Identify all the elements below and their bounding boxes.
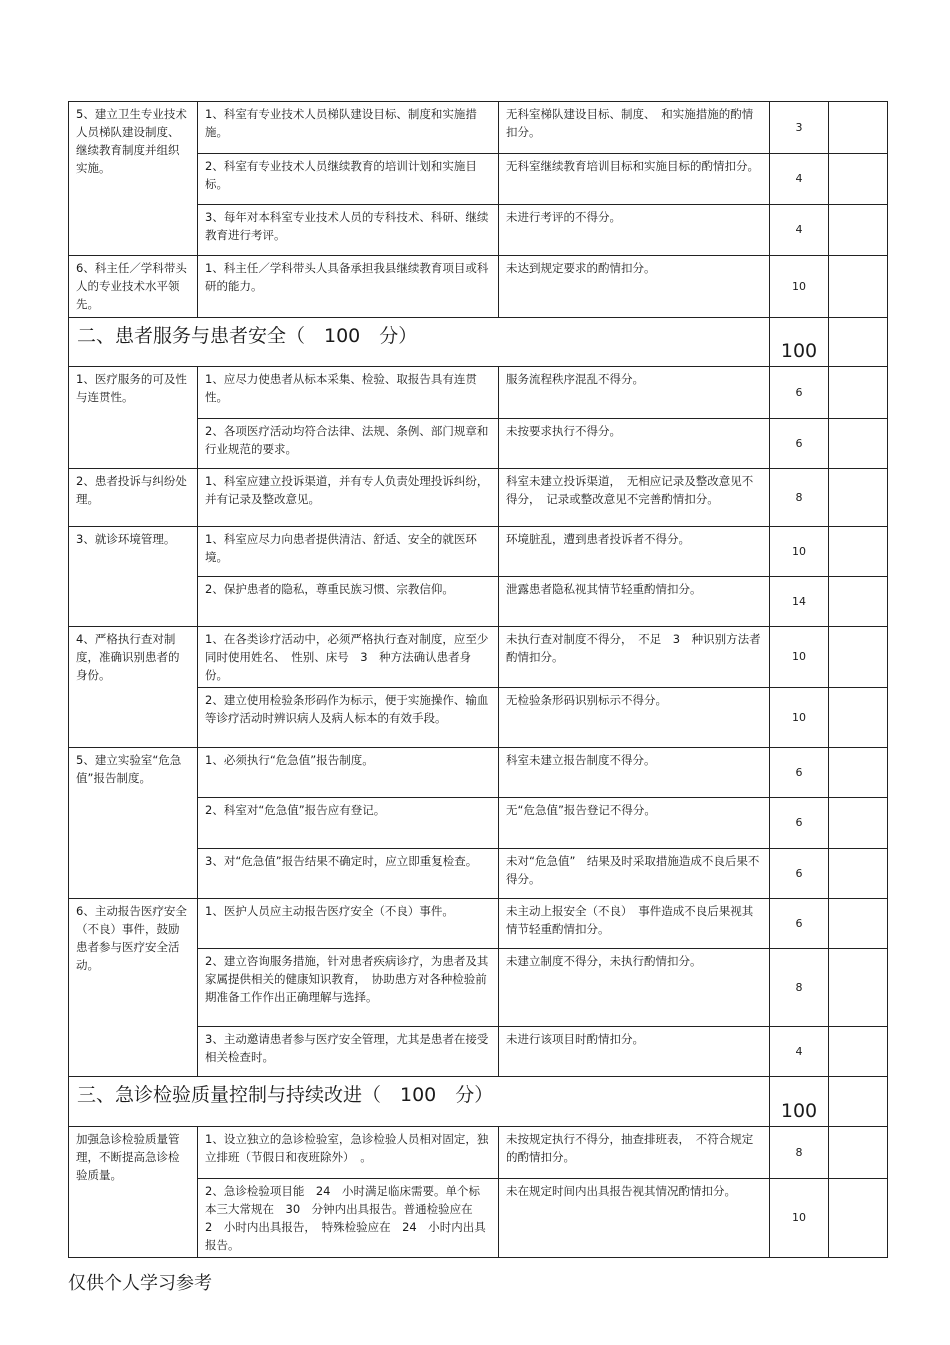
standard-cell: 1、科室应尽力向患者提供清洁、舒适、安全的就医环境。 (198, 527, 499, 577)
deduction-cell: 未进行考评的不得分。 (499, 205, 770, 256)
section-title: 三、急诊检验质量控制与持续改进（ 100 分） (69, 1077, 770, 1127)
table-row (69, 748, 888, 798)
section-header-row (69, 318, 888, 367)
score-cell: 8 (770, 469, 829, 527)
blank-cell (829, 419, 888, 469)
score-cell: 10 (770, 1179, 829, 1258)
blank-cell (829, 1127, 888, 1179)
standard-cell: 1、在各类诊疗活动中，必须严格执行查对制度，应至少同时使用姓名、 性别、床号 3 种方法确认患者身份。 (198, 627, 499, 688)
score-cell: 3 (770, 102, 829, 154)
table-row (69, 469, 888, 527)
section-header-row (69, 1077, 888, 1127)
score-cell: 4 (770, 154, 829, 205)
blank-cell (829, 899, 888, 949)
evaluation-item: 4、严格执行查对制度，准确识别患者的身份。 (69, 627, 198, 748)
blank-cell (829, 949, 888, 1027)
blank-cell (829, 256, 888, 318)
score-cell: 14 (770, 577, 829, 627)
score-cell: 6 (770, 367, 829, 419)
standard-cell: 1、科室应建立投诉渠道，并有专人负责处理投诉纠纷，并有记录及整改意见。 (198, 469, 499, 527)
blank-cell (829, 102, 888, 154)
score-cell: 10 (770, 688, 829, 748)
footer-note: 仅供个人学习参考 (68, 1273, 212, 1294)
score-cell: 8 (770, 949, 829, 1027)
standard-cell: 2、各项医疗活动均符合法律、法规、条例、部门规章和行业规范的要求。 (198, 419, 499, 469)
score-cell: 6 (770, 899, 829, 949)
blank-cell (829, 367, 888, 419)
table-body-section2 (69, 318, 888, 1077)
score-cell: 6 (770, 419, 829, 469)
standard-cell: 2、建立咨询服务措施，针对患者疾病诊疗，为患者及其家属提供相关的健康知识教育， 协助患方对各种检验前期准备工作作出正确理解与选择。 (198, 949, 499, 1027)
deduction-cell: 服务流程秩序混乱不得分。 (499, 367, 770, 419)
standard-cell: 1、医护人员应主动报告医疗安全（不良）事件。 (198, 899, 499, 949)
table-body-section3 (69, 1077, 888, 1258)
evaluation-item: 6、科主任／学科带头人的专业技术水平领先。 (69, 256, 198, 318)
deduction-cell: 未建立制度不得分，未执行酌情扣分。 (499, 949, 770, 1027)
standard-cell: 2、建立使用检验条形码作为标示，便于实施操作、输血等诊疗活动时辨识病人及病人标本的有效手段。 (198, 688, 499, 748)
deduction-cell: 无科室继续教育培训目标和实施目标的酌情扣分。 (499, 154, 770, 205)
evaluation-item: 5、建立卫生专业技术人员梯队建设制度、继续教育制度并组织实施。 (69, 102, 198, 256)
table-row (69, 102, 888, 154)
deduction-cell: 未按要求执行不得分。 (499, 419, 770, 469)
deduction-cell: 未进行该项目时酌情扣分。 (499, 1027, 770, 1077)
table-row (69, 1127, 888, 1179)
score-cell: 4 (770, 205, 829, 256)
table-row (69, 627, 888, 688)
score-cell: 10 (770, 527, 829, 577)
deduction-cell: 未执行查对制度不得分， 不足 3 种识别方法者酌情扣分。 (499, 627, 770, 688)
table-row (69, 256, 888, 318)
score-cell: 6 (770, 798, 829, 849)
deduction-cell: 未按规定执行不得分，抽查排班表， 不符合规定的酌情扣分。 (499, 1127, 770, 1179)
standard-cell: 3、主动邀请患者参与医疗安全管理，尤其是患者在接受相关检查时。 (198, 1027, 499, 1077)
blank-cell (829, 205, 888, 256)
blank-cell (829, 688, 888, 748)
evaluation-item: 2、患者投诉与纠纷处理。 (69, 469, 198, 527)
standard-cell: 2、保护患者的隐私，尊重民族习惯、宗教信仰。 (198, 577, 499, 627)
standard-cell: 1、设立独立的急诊检验室，急诊检验人员相对固定，独立排班（节假日和夜班除外） 。 (198, 1127, 499, 1179)
blank-cell (829, 527, 888, 577)
section-title: 二、患者服务与患者安全（ 100 分） (69, 318, 770, 367)
standard-cell: 1、科室有专业技术人员梯队建设目标、制度和实施措施。 (198, 102, 499, 154)
blank-cell (829, 849, 888, 899)
table-row (69, 527, 888, 577)
table-body-top (69, 102, 888, 318)
scoring-table (68, 101, 888, 1258)
blank-cell (829, 1179, 888, 1258)
score-cell: 4 (770, 1027, 829, 1077)
evaluation-item: 1、医疗服务的可及性与连贯性。 (69, 367, 198, 469)
blank-cell (829, 154, 888, 205)
table-row (69, 367, 888, 419)
deduction-cell: 科室未建立报告制度不得分。 (499, 748, 770, 798)
score-cell: 10 (770, 627, 829, 688)
evaluation-item: 3、就诊环境管理。 (69, 527, 198, 627)
evaluation-item: 6、主动报告医疗安全（不良）事件，鼓励患者参与医疗安全活动。 (69, 899, 198, 1077)
standard-cell: 3、对“危急值”报告结果不确定时，应立即重复检查。 (198, 849, 499, 899)
blank-cell (829, 1027, 888, 1077)
standard-cell: 3、每年对本科室专业技术人员的专科技术、科研、继续教育进行考评。 (198, 205, 499, 256)
score-cell: 6 (770, 748, 829, 798)
deduction-cell: 无“危急值”报告登记不得分。 (499, 798, 770, 849)
standard-cell: 2、科室对“危急值”报告应有登记。 (198, 798, 499, 849)
blank-cell (829, 1077, 888, 1127)
blank-cell (829, 748, 888, 798)
section-total: 100 (770, 1077, 829, 1127)
evaluation-item: 5、建立实验室“危急值”报告制度。 (69, 748, 198, 899)
blank-cell (829, 577, 888, 627)
score-cell: 8 (770, 1127, 829, 1179)
deduction-cell: 未主动上报安全（不良） 事件造成不良后果视其情节轻重酌情扣分。 (499, 899, 770, 949)
deduction-cell: 科室未建立投诉渠道， 无相应记录及整改意见不得分， 记录或整改意见不完善酌情扣分。 (499, 469, 770, 527)
standard-cell: 1、应尽力使患者从标本采集、检验、取报告具有连贯性。 (198, 367, 499, 419)
standard-cell: 1、科主任／学科带头人具备承担我县继续教育项目或科研的能力。 (198, 256, 499, 318)
standard-cell: 2、急诊检验项目能 24 小时满足临床需要。单个标本三大常规在 30 分钟内出具报告。普通检验应在 2 小时内出具报告， 特殊检验应在 24 小时内出具报告。 (198, 1179, 499, 1258)
standard-cell: 1、必须执行“危急值”报告制度。 (198, 748, 499, 798)
deduction-cell: 未对“危急值” 结果及时采取措施造成不良后果不得分。 (499, 849, 770, 899)
table-row (69, 899, 888, 949)
standard-cell: 2、科室有专业技术人员继续教育的培训计划和实施目标。 (198, 154, 499, 205)
deduction-cell: 无检验条形码识别标示不得分。 (499, 688, 770, 748)
blank-cell (829, 627, 888, 688)
deduction-cell: 泄露患者隐私视其情节轻重酌情扣分。 (499, 577, 770, 627)
score-cell: 6 (770, 849, 829, 899)
deduction-cell: 无科室梯队建设目标、制度、 和实施措施的酌情扣分。 (499, 102, 770, 154)
blank-cell (829, 318, 888, 367)
deduction-cell: 未在规定时间内出具报告视其情况酌情扣分。 (499, 1179, 770, 1258)
section-total: 100 (770, 318, 829, 367)
evaluation-item: 加强急诊检验质量管理，不断提高急诊检验质量。 (69, 1127, 198, 1258)
deduction-cell: 未达到规定要求的酌情扣分。 (499, 256, 770, 318)
blank-cell (829, 798, 888, 849)
score-cell: 10 (770, 256, 829, 318)
deduction-cell: 环境脏乱，遭到患者投诉者不得分。 (499, 527, 770, 577)
blank-cell (829, 469, 888, 527)
